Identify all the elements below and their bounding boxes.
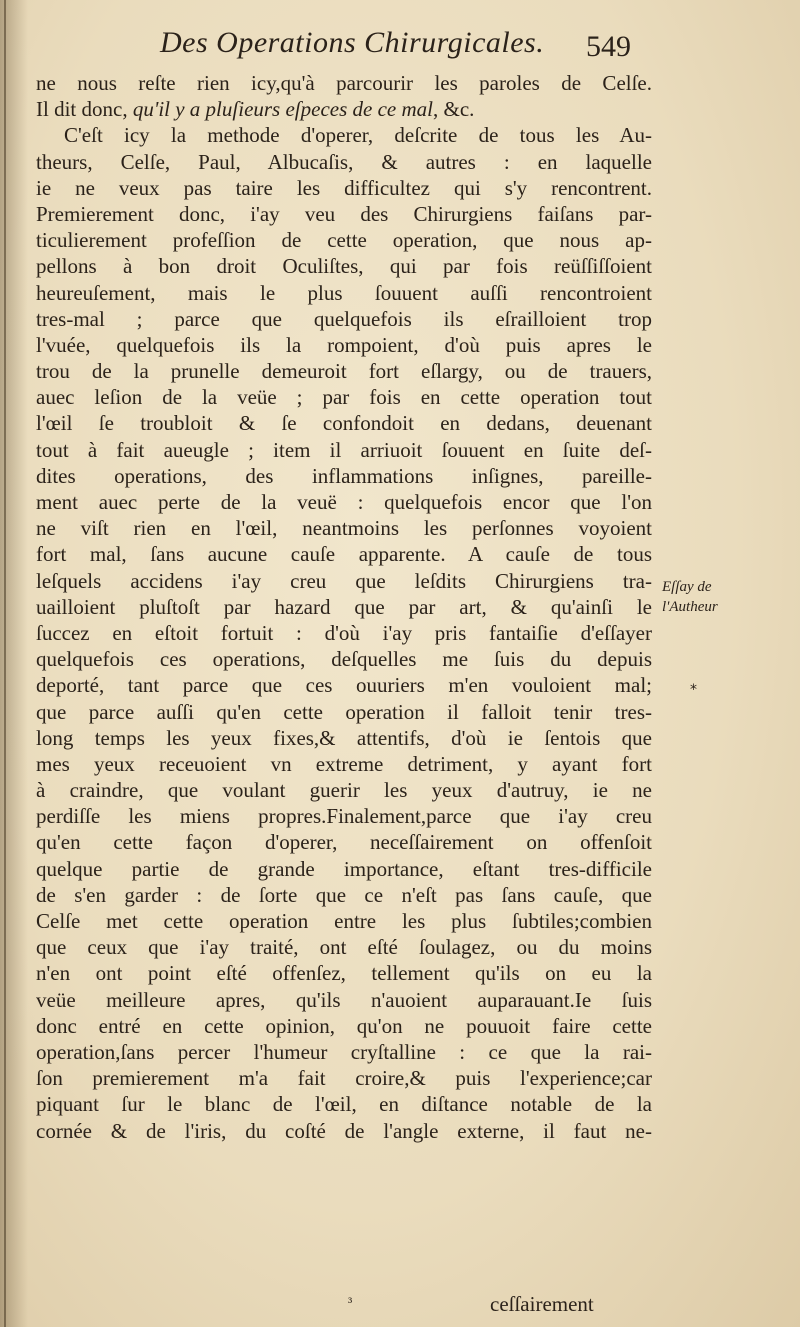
text-line: leſquels accidens i'ay creu que leſdits Chirurgiens tra- bbox=[36, 568, 652, 593]
catchword: ceſſairement bbox=[490, 1292, 594, 1316]
text-line: l'vuée, quelquefois ils la rompoient, d'où puis apres le bbox=[36, 332, 652, 357]
text-line: veüe meilleure apres, qu'ils n'auoient auparauant.Ie ſuis bbox=[36, 987, 652, 1012]
text-line: l'œil ſe troubloit & ſe confondoit en dedans, deuenant bbox=[36, 411, 652, 436]
text-line: deporté, tant parce que ces ouuriers m'en vouloient mal; bbox=[36, 673, 652, 698]
text-line: qu'en cette façon d'operer, neceſſairement on offenſoit bbox=[36, 830, 652, 855]
italic-quote: qu'il y a pluſieurs eſpeces de ce mal bbox=[132, 97, 433, 122]
text-line: Premierement donc, i'ay veu des Chirurgiens faiſans par- bbox=[36, 201, 652, 226]
marginal-note bbox=[662, 577, 718, 617]
text-line: ne nous reſte rien icy,qu'à parcourir les paroles de Celſe. bbox=[36, 71, 652, 95]
text-line: Celſe met cette operation entre les plus ſubtiles;combien bbox=[36, 909, 652, 933]
text-line: que parce auſſi qu'en cette operation il falloit tenir tres- bbox=[36, 699, 652, 724]
marginal-note-line: l'Autheur bbox=[662, 599, 718, 615]
running-title: Des Operations Chirurgicales. bbox=[160, 26, 545, 59]
text-line: dites operations, des inflammations inſignes, pareille- bbox=[36, 463, 652, 488]
text-line: ie ne veux pas taire les difficultez qui s'y rencontrent. bbox=[36, 175, 652, 200]
text-line: ticulierement profeſſion de cette operation, que nous ap- bbox=[36, 228, 652, 253]
text-line: quelque partie de grande importance, eſtant tres-difficile bbox=[36, 856, 652, 881]
text-line bbox=[36, 96, 652, 122]
text-line: heureuſement, mais le plus ſouuent auſſi rencontroient bbox=[36, 280, 652, 305]
text-line: ment auec perte de la veuë : quelquefois encor que l'on bbox=[36, 490, 652, 514]
line-post: , &c. bbox=[432, 97, 475, 122]
margin-rule bbox=[4, 0, 6, 1327]
text-line: donc entré en cette opinion, qu'on ne pouuoit faire cette bbox=[36, 1013, 652, 1038]
text-line: operation,ſans percer l'humeur cryſtalline : ce que la rai- bbox=[36, 1039, 652, 1064]
text-line: long temps les yeux fixes,& attentifs, d'où ie ſentois que bbox=[36, 725, 652, 750]
text-line: perdiſſe les miens propres.Finalement,parce que i'ay creu bbox=[36, 804, 652, 829]
text-line: quelquefois ces operations, deſquelles me ſuis du depuis bbox=[36, 647, 652, 672]
text-line: de s'en garder : de ſorte que ce n'eſt pas ſans cauſe, que bbox=[36, 882, 652, 907]
text-line: mes yeux receuoient vn extreme detriment, y ayant fort bbox=[36, 751, 652, 776]
text-line: tout à fait aueugle ; item il arriuoit ſouuent en ſuite deſ- bbox=[36, 437, 652, 462]
text-line: pellons à bon droit Oculiſtes, qui par fois reüſſiſſoient bbox=[36, 254, 652, 279]
text-line: C'eſt icy la methode d'operer, deſcrite de tous les Au- bbox=[64, 123, 652, 148]
text-line: ne viſt rien en l'œil, neantmoins les perſonnes voyoient bbox=[36, 516, 652, 541]
text-line: fort mal, ſans aucune cauſe apparente. A cauſe de tous bbox=[36, 542, 652, 567]
text-line: que ceux que i'ay traité, ont eſté ſoulagez, ou du moins bbox=[36, 935, 652, 960]
text-line: cornée & de l'iris, du coſté de l'angle externe, il faut ne- bbox=[36, 1118, 652, 1143]
text-line: uailloient pluſtoſt par hazard que par art, & qu'ainſi le bbox=[36, 594, 652, 619]
text-line: ſon premierement m'a fait croire,& puis l'experience;car bbox=[36, 1066, 652, 1091]
text-line: trou de la prunelle demeuroit fort eſlargy, ou de trauers, bbox=[36, 359, 652, 384]
text-line: theurs, Celſe, Paul, Albucaſis, & autres : en laquelle bbox=[36, 149, 652, 174]
signature-mark: ³ bbox=[348, 1296, 353, 1311]
text-line: à craindre, que voulant guerir les yeux d'autruy, ie ne bbox=[36, 778, 652, 803]
page-number: 549 bbox=[586, 30, 631, 63]
marginal-note-line: Eſſay de bbox=[662, 579, 712, 595]
text-line: piquant ſur le blanc de l'œil, en diſtance notable de la bbox=[36, 1092, 652, 1117]
line-pre: Il dit donc, bbox=[36, 97, 133, 122]
text-line: n'en ont point eſté offenſez, tellement qu'ils on eu la bbox=[36, 961, 652, 986]
text-line: auec leſion de la veüe ; par fois en cette operation tout bbox=[36, 385, 652, 410]
text-line: ſuccez en eſtoit fortuit : d'où i'ay pris fantaiſie d'eſſayer bbox=[36, 620, 652, 645]
asterisk-mark: * bbox=[690, 682, 697, 698]
body-text bbox=[36, 70, 652, 1144]
text-line: tres-mal ; parce que quelquefois ils eſrailloient trop bbox=[36, 306, 652, 331]
